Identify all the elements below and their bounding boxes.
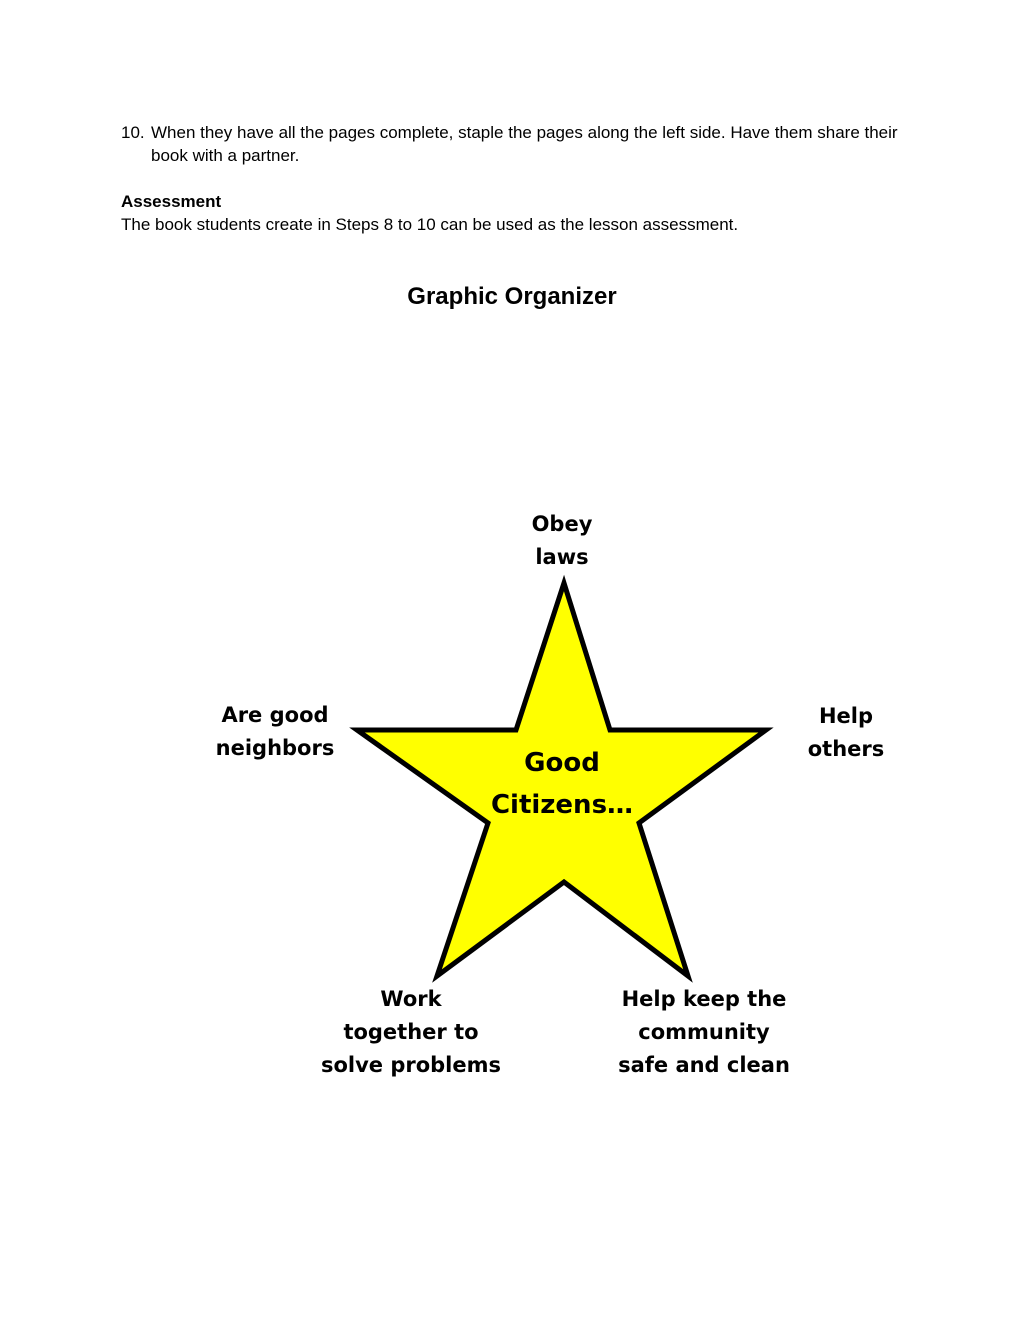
star-left-label: Are good neighbors [215,703,335,760]
star-bottom-right-label: Help keep the community safe and clean [618,987,790,1077]
star-bottom-left-label: Work together to solve problems [320,987,502,1077]
star-top-label: Obey laws [531,512,593,569]
star-center-label: Good Citizens… [490,748,634,820]
step-text: When they have all the pages complete, staple the pages along the left side. Have them share their book with a partner. [151,123,898,165]
assessment-text: The book students create in Steps 8 to 10 can be used as the lesson assessment. [121,215,739,234]
organizer-title: Graphic Organizer [407,283,617,310]
star-right-label: Help others [807,704,885,761]
step-number: 10. [121,123,145,142]
assessment-heading: Assessment [121,192,222,211]
